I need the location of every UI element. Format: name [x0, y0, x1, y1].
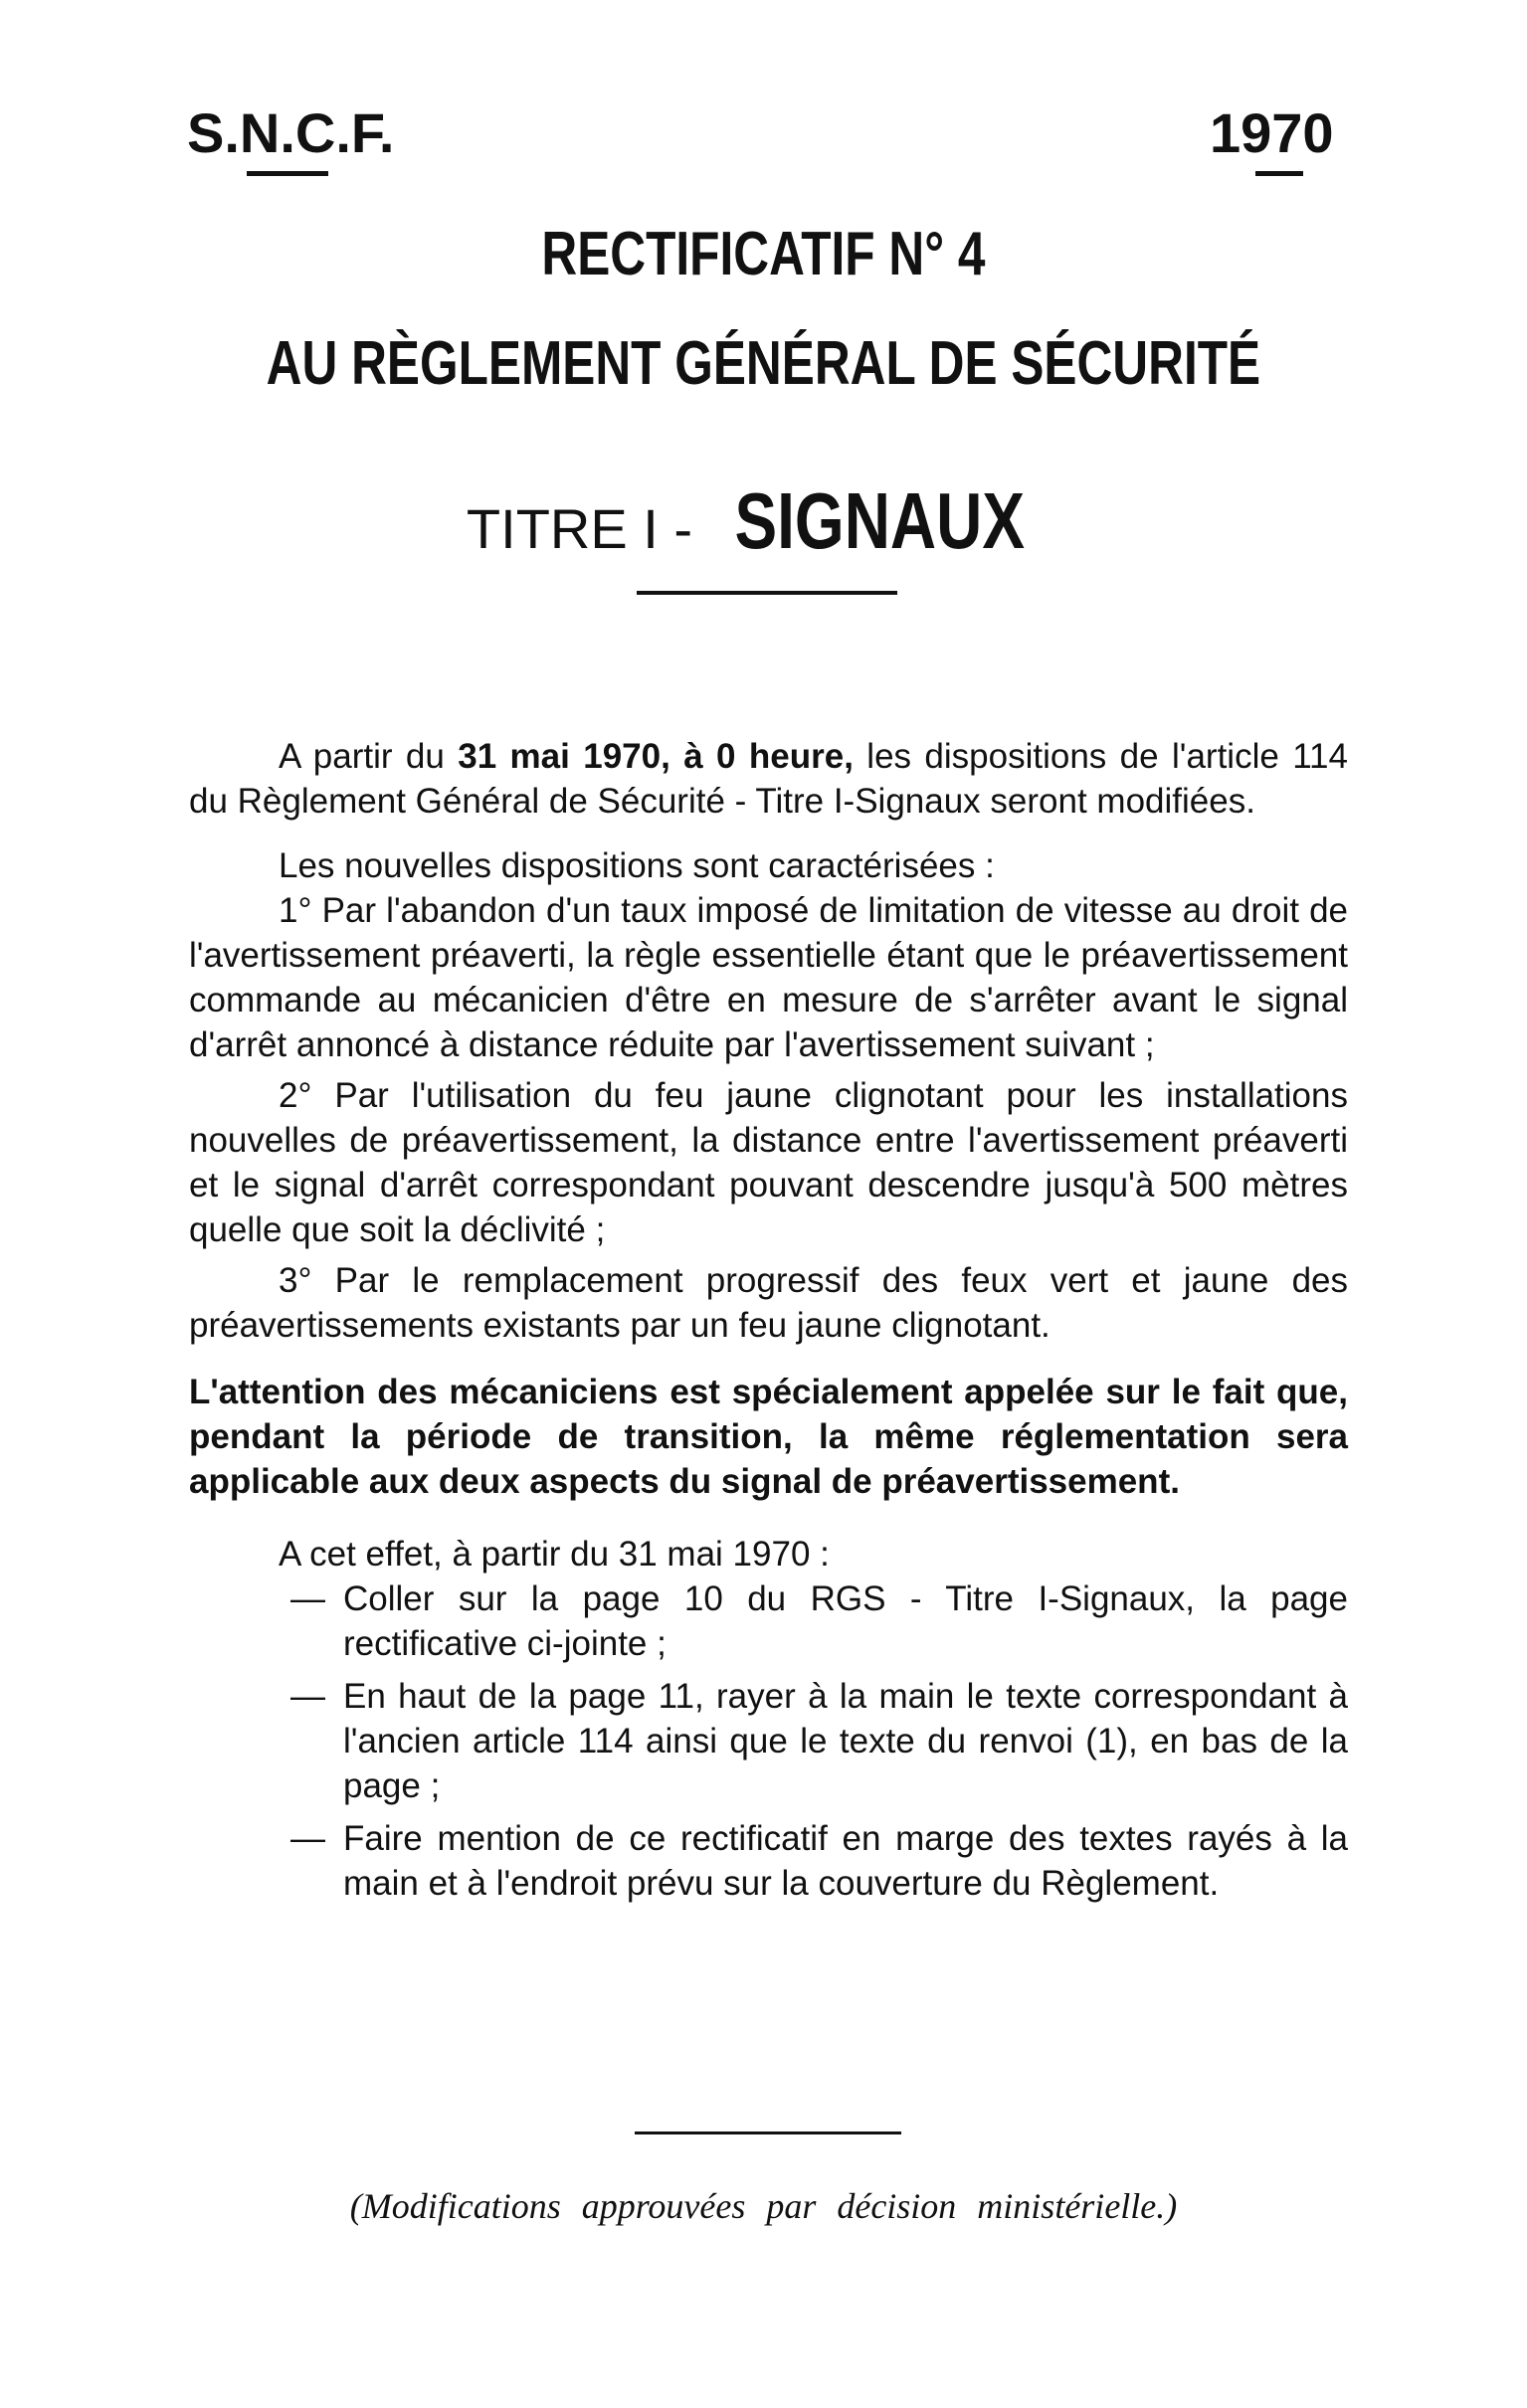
disposition-item-2: 2° Par l'utilisation du feu jaune clignotant pour les installations nouvelles de préavertissement, la distance entre l'avertissement préaverti et le signal d'arrêt correspondant pouvant descendre jusqu'à 500 mètres quelle que soit la déclivité ; [189, 1076, 1348, 1249]
document-body [189, 734, 1348, 1906]
header-organization: S.N.C.F. [187, 101, 395, 164]
footnote-rule [635, 2131, 901, 2134]
effet-lead: A cet effet, à partir du 31 mai 1970 : [279, 1535, 830, 1574]
effet-item [189, 1674, 1348, 1808]
dash-marker: — [290, 1579, 325, 1618]
header-left-underline [247, 171, 328, 176]
document-subtitle: AU RÈGLEMENT GÉNÉRAL DE SÉCURITÉ [266, 329, 1261, 398]
header-right-underline [1255, 171, 1303, 176]
title-rule [637, 591, 897, 595]
intro-paragraph [189, 734, 1348, 824]
header-year: 1970 [1210, 101, 1334, 164]
dash-marker: — [290, 1677, 325, 1716]
titre-prefix: TITRE I - [466, 497, 708, 560]
effet-item [189, 1816, 1348, 1906]
effet-item [189, 1576, 1348, 1666]
disposition-item-1: 1° Par l'abandon d'un taux imposé de limitation de vitesse au droit de l'avertissement préaverti, la règle essentielle étant que le préavertissement commande au mécanicien d'être en mesure de s'arrêter avant le signal d'arrêt annoncé à distance réduite par l'avertissement suivant ; [189, 891, 1348, 1064]
intro-start: A partir du [279, 737, 459, 776]
titre-main: SIGNAUX [734, 476, 1025, 565]
effet-item-2: En haut de la page 11, rayer à la main le texte correspondant à l'ancien article 114 ainsi que le texte du renvoi (1), en bas de la page ; [343, 1677, 1348, 1805]
dispositions-lead: Les nouvelles dispositions sont caractérisées : [279, 846, 995, 885]
document-title: RECTIFICATIF N° 4 [541, 220, 986, 288]
intro-date: 31 mai 1970, à 0 heure, [458, 737, 854, 776]
titre-heading [0, 475, 1527, 567]
footnote: (Modifications approuvées par décision ministérielle.) [349, 2186, 1178, 2226]
effet-item-1: Coller sur la page 10 du RGS - Titre I-Signaux, la page rectificative ci-jointe ; [343, 1579, 1348, 1663]
attention-paragraph: L'attention des mécaniciens est spécialement appelée sur le fait que, pendant la période de transition, la même réglementation sera applicable aux deux aspects du signal de préavertissement. [189, 1373, 1348, 1501]
dash-marker: — [290, 1819, 325, 1858]
intro-end: les dispositions de l'article 114 du Règlement Général de Sécurité - Titre I-Signaux seront modifiées. [189, 737, 1348, 821]
disposition-item-3: 3° Par le remplacement progressif des feux vert et jaune des préavertissements existants par un feu jaune clignotant. [189, 1261, 1348, 1345]
effet-item-3: Faire mention de ce rectificatif en marge des textes rayés à la main et à l'endroit prévu sur la couverture du Règlement. [343, 1819, 1348, 1903]
